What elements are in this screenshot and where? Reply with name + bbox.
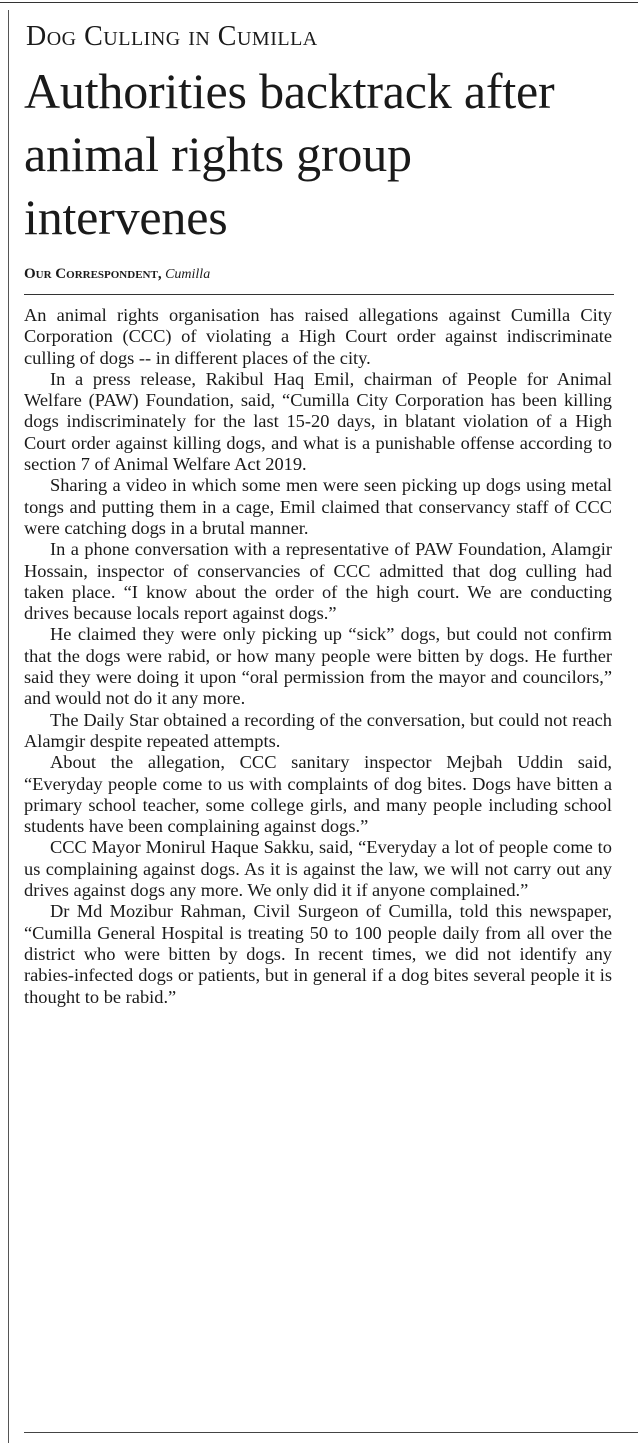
- article-paragraph: CCC Mayor Monirul Haque Sakku, said, “Everyday a lot of people come to us complaining against dogs. As it is against the law, we will not carry out any drives against dogs any more. We only did it if anyone complained.”: [24, 837, 612, 901]
- article-paragraph: He claimed they were only picking up “sick” dogs, but could not confirm that the dogs were rabid, or how many people were bitten by dogs. He further said they were doing it upon “oral permission from the mayor and councilors,” and would not do it any more.: [24, 624, 612, 709]
- news-article: [24, 20, 614, 1008]
- byline-location: Cumilla: [165, 267, 211, 282]
- column-left-rule: [8, 10, 9, 1443]
- article-headline: Authorities backtrack after animal rights group intervenes: [24, 63, 555, 245]
- article-paragraph: About the allegation, CCC sanitary inspector Mejbah Uddin said, “Everyday people come to us with complaints of dog bites. Dogs have bitten a primary school teacher, some college girls, and many people including school students have been complaining against dogs.”: [24, 752, 612, 837]
- byline: [24, 265, 614, 284]
- article-paragraph: The Daily Star obtained a recording of the conversation, but could not reach Alamgir despite repeated attempts.: [24, 709, 612, 751]
- article-body: [24, 305, 612, 1008]
- article-paragraph: An animal rights organisation has raised allegations against Cumilla City Corporation (CCC) of violating a High Court order against indiscriminate culling of dogs -- in different places of the city.: [24, 305, 612, 368]
- byline-author: Our Correspondent,: [24, 266, 162, 282]
- article-paragraph: Dr Md Mozibur Rahman, Civil Surgeon of Cumilla, told this newspaper, “Cumilla General Hospital is treating 50 to 100 people daily from all over the district who were bitten by dogs. In recent times, we did not identify any rabies-infected dogs or patients, but in general if a dog bites several people it is thought to be rabid.”: [24, 901, 612, 1007]
- article-kicker: Dog Culling in Cumilla: [26, 21, 318, 52]
- bottom-border: [24, 1432, 638, 1433]
- article-paragraph: In a phone conversation with a representative of PAW Foundation, Alamgir Hossain, inspector of conservancies of CCC admitted that dog culling had taken place. “I know about the order of the high court. We are conducting drives because locals report against dogs.”: [24, 539, 612, 624]
- top-border: [0, 2, 638, 3]
- article-paragraph: Sharing a video in which some men were seen picking up dogs using metal tongs and putting them in a cage, Emil claimed that conservancy staff of CCC were catching dogs in a brutal manner.: [24, 475, 612, 538]
- article-paragraph: In a press release, Rakibul Haq Emil, chairman of People for Animal Welfare (PAW) Foundation, said, “Cumilla City Corporation has been killing dogs indiscriminately for the last 15-20 days, in blatant violation of a High Court order against killing dogs, and what is a punishable offense according to section 7 of Animal Welfare Act 2019.: [24, 368, 612, 475]
- byline-divider: [24, 294, 614, 295]
